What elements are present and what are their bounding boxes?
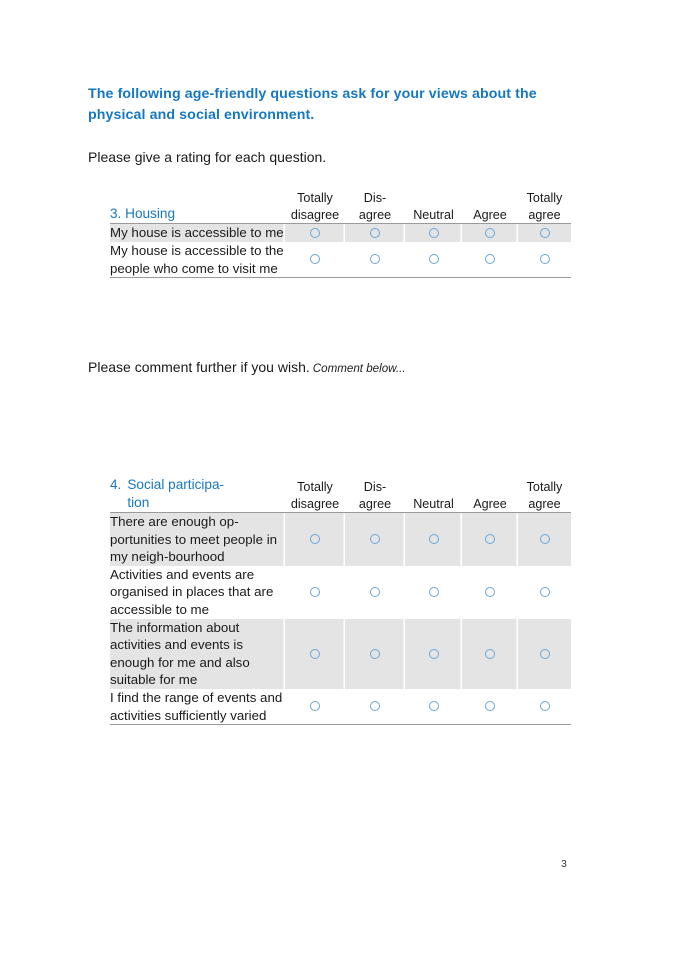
scale-header-disagree bbox=[345, 190, 405, 224]
question-text: My house is accessible to the people who come to visit me bbox=[110, 242, 285, 278]
radio-icon[interactable] bbox=[310, 228, 320, 238]
radio-icon[interactable] bbox=[310, 534, 320, 544]
table-row bbox=[110, 513, 571, 566]
radio-icon[interactable] bbox=[485, 701, 495, 711]
radio-cell-neutral[interactable] bbox=[405, 566, 462, 619]
radio-cell-disagree[interactable] bbox=[345, 224, 405, 243]
scale-label-line2: agree bbox=[358, 207, 392, 222]
comment-prompt-text: Please comment further if you wish. bbox=[88, 359, 310, 375]
radio-icon[interactable] bbox=[370, 701, 380, 711]
scale-label-line1: Totally bbox=[297, 191, 333, 205]
section-number-housing: 3. bbox=[110, 206, 122, 221]
radio-cell-agree[interactable] bbox=[462, 513, 518, 566]
radio-cell-totally-disagree[interactable] bbox=[285, 513, 345, 566]
radio-icon[interactable] bbox=[540, 649, 550, 659]
radio-icon[interactable] bbox=[485, 587, 495, 597]
scale-label-line2: Agree bbox=[473, 207, 507, 222]
scale-header-neutral bbox=[405, 190, 462, 224]
scale-header-neutral bbox=[405, 476, 462, 513]
radio-icon[interactable] bbox=[540, 254, 550, 264]
radio-icon[interactable] bbox=[310, 701, 320, 711]
social-participation-survey-table bbox=[110, 476, 571, 725]
radio-cell-totally-agree[interactable] bbox=[518, 619, 571, 689]
radio-cell-totally-disagree[interactable] bbox=[285, 689, 345, 725]
question-text: Activities and events are organised in places that are accessible to me bbox=[110, 566, 274, 617]
radio-icon[interactable] bbox=[540, 587, 550, 597]
radio-cell-agree[interactable] bbox=[462, 566, 518, 619]
radio-icon[interactable] bbox=[540, 228, 550, 238]
scale-label-line2: Neutral bbox=[413, 496, 454, 511]
table-row bbox=[110, 242, 571, 278]
radio-icon[interactable] bbox=[429, 649, 439, 659]
radio-cell-totally-disagree[interactable] bbox=[285, 242, 345, 278]
social-table-header-row bbox=[110, 476, 571, 513]
radio-icon[interactable] bbox=[429, 701, 439, 711]
radio-icon[interactable] bbox=[540, 701, 550, 711]
question-text: The information about activities and events is enough for me and also suitable for me bbox=[110, 619, 285, 689]
radio-cell-neutral[interactable] bbox=[405, 689, 462, 725]
question-text: I find the range of events and activities sufficiently varied bbox=[110, 689, 285, 725]
scale-label-line1: Totally bbox=[297, 480, 333, 494]
radio-cell-totally-disagree[interactable] bbox=[285, 566, 345, 619]
scale-label-line1: Dis- bbox=[363, 480, 387, 494]
radio-cell-disagree[interactable] bbox=[345, 619, 405, 689]
radio-cell-neutral[interactable] bbox=[405, 513, 462, 566]
radio-icon[interactable] bbox=[370, 254, 380, 264]
scale-label-line2: disagree bbox=[290, 496, 340, 511]
table-row bbox=[110, 566, 571, 619]
radio-icon[interactable] bbox=[540, 534, 550, 544]
radio-cell-neutral[interactable] bbox=[405, 619, 462, 689]
scale-header-totally-agree bbox=[518, 190, 571, 224]
radio-cell-totally-agree[interactable] bbox=[518, 242, 571, 278]
radio-icon[interactable] bbox=[429, 534, 439, 544]
radio-cell-totally-agree[interactable] bbox=[518, 566, 571, 619]
scale-label-line2: agree bbox=[528, 207, 561, 222]
scale-header-totally-agree bbox=[518, 476, 571, 513]
section-name-social-line1: Social participa- bbox=[127, 477, 225, 492]
radio-cell-disagree[interactable] bbox=[345, 513, 405, 566]
radio-icon[interactable] bbox=[310, 254, 320, 264]
scale-header-agree bbox=[462, 190, 518, 224]
radio-icon[interactable] bbox=[370, 534, 380, 544]
intro-heading: The following age-friendly questions ask for your views about the physical and social environment. bbox=[88, 86, 537, 123]
radio-icon[interactable] bbox=[485, 254, 495, 264]
scale-label-line2: agree bbox=[528, 496, 561, 511]
scale-label-line1: Totally bbox=[526, 480, 563, 494]
radio-cell-agree[interactable] bbox=[462, 224, 518, 243]
housing-table-header-row bbox=[110, 190, 571, 224]
page-number: 3 bbox=[561, 858, 567, 870]
radio-cell-disagree[interactable] bbox=[345, 242, 405, 278]
table-row bbox=[110, 689, 571, 725]
radio-cell-agree[interactable] bbox=[462, 689, 518, 725]
section-name-social-line2: tion bbox=[127, 495, 150, 510]
comment-prompt bbox=[88, 359, 406, 375]
radio-cell-totally-disagree[interactable] bbox=[285, 619, 345, 689]
radio-cell-totally-agree[interactable] bbox=[518, 513, 571, 566]
scale-header-totally-disagree bbox=[285, 476, 345, 513]
radio-cell-totally-disagree[interactable] bbox=[285, 224, 345, 243]
radio-icon[interactable] bbox=[370, 228, 380, 238]
radio-cell-agree[interactable] bbox=[462, 242, 518, 278]
question-text: My house is accessible to me bbox=[110, 225, 284, 241]
table-row bbox=[110, 619, 571, 689]
table-row bbox=[110, 224, 571, 243]
question-text: There are enough op-portunities to meet people in my neigh-bourhood bbox=[110, 513, 285, 566]
radio-icon[interactable] bbox=[370, 649, 380, 659]
radio-cell-totally-agree[interactable] bbox=[518, 224, 571, 243]
radio-icon[interactable] bbox=[429, 587, 439, 597]
rating-instruction: Please give a rating for each question. bbox=[88, 149, 327, 165]
section-name-housing: Housing bbox=[125, 206, 175, 221]
scale-label-line2: disagree bbox=[290, 207, 340, 222]
radio-cell-disagree[interactable] bbox=[345, 689, 405, 725]
section-title-housing bbox=[110, 190, 285, 224]
scale-label-line2: Neutral bbox=[413, 207, 454, 222]
radio-icon[interactable] bbox=[485, 534, 495, 544]
comment-hint: Comment below... bbox=[312, 362, 406, 375]
scale-header-disagree bbox=[345, 476, 405, 513]
radio-icon[interactable] bbox=[429, 254, 439, 264]
radio-icon[interactable] bbox=[310, 649, 320, 659]
radio-cell-neutral[interactable] bbox=[405, 224, 462, 243]
scale-header-totally-disagree bbox=[285, 190, 345, 224]
scale-header-agree bbox=[462, 476, 518, 513]
section-number-social: 4. bbox=[110, 477, 122, 492]
section-title-social-participation bbox=[110, 476, 285, 513]
radio-cell-agree[interactable] bbox=[462, 619, 518, 689]
scale-label-line2: Agree bbox=[473, 496, 507, 511]
radio-icon[interactable] bbox=[485, 228, 495, 238]
radio-cell-disagree[interactable] bbox=[345, 566, 405, 619]
radio-icon[interactable] bbox=[310, 587, 320, 597]
radio-icon[interactable] bbox=[429, 228, 439, 238]
radio-icon[interactable] bbox=[485, 649, 495, 659]
radio-cell-totally-agree[interactable] bbox=[518, 689, 571, 725]
radio-icon[interactable] bbox=[370, 587, 380, 597]
housing-survey-table bbox=[110, 190, 571, 278]
scale-label-line1: Dis- bbox=[363, 191, 387, 205]
scale-label-line2: agree bbox=[358, 496, 392, 511]
scale-label-line1: Totally bbox=[526, 191, 563, 205]
radio-cell-neutral[interactable] bbox=[405, 242, 462, 278]
